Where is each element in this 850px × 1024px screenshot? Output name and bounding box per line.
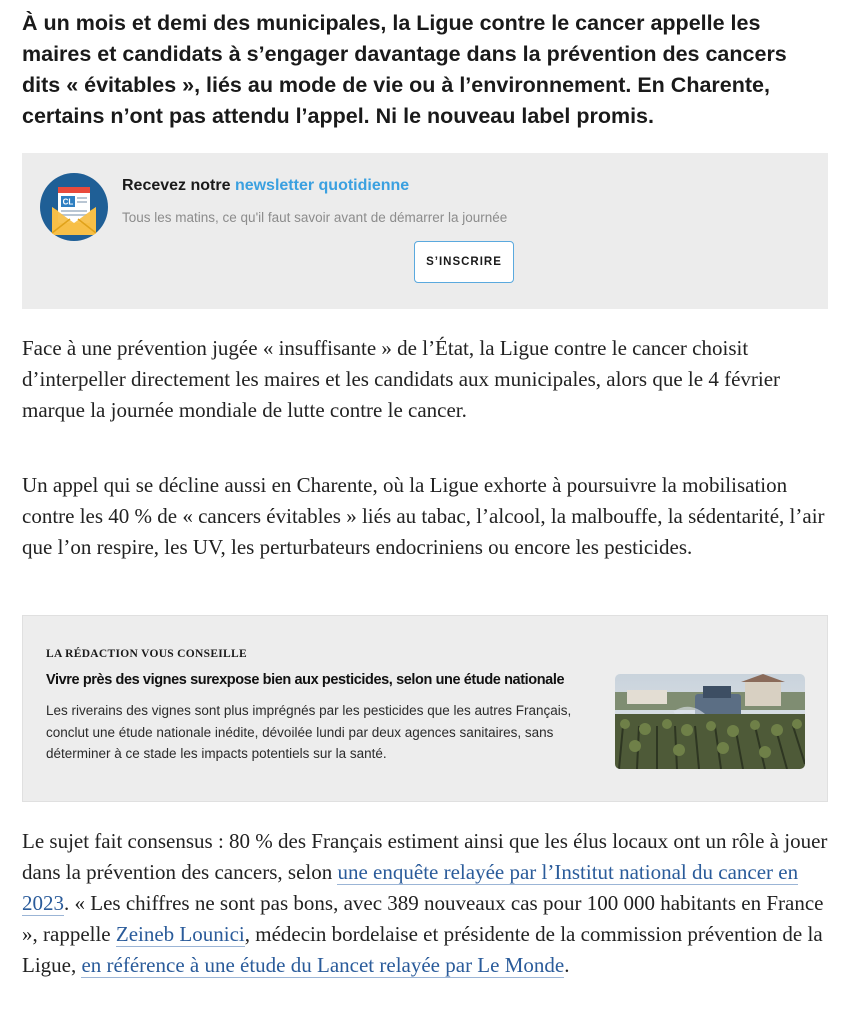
inca-survey-link[interactable]: une enquête relayée par l’Institut national du cancer en 2023	[22, 860, 799, 915]
article-paragraph-3	[22, 826, 828, 981]
paragraph-3-text-4: .	[564, 953, 570, 977]
newsletter-title	[122, 177, 409, 195]
recommendation-box	[22, 615, 828, 802]
recommendation-title-link[interactable]: Vivre près des vignes surexpose bien aux pesticides, selon une étude nationale	[46, 672, 565, 688]
newsletter-box	[22, 153, 828, 309]
newsletter-title-highlight: newsletter quotidienne	[234, 177, 410, 194]
article-paragraph-1: Face à une prévention jugée « insuffisante » de l’État, la Ligue contre le cancer choisit d’interpeller directement les maires et les candidats aux municipales, alors que le 4 février marque la journée mondiale de lutte contre le cancer.	[22, 336, 781, 422]
recommendation-description: Les riverains des vignes sont plus imprégnés par les pesticides que les autres Français, conclut une étude nationale inédite, dévoilée lundi par deux agences sanitaires, sans déterminer à ce stade les impacts potentiels sur la santé.	[46, 703, 572, 761]
article-paragraph-2: Un appel qui se décline aussi en Charente, où la Ligue exhorte à poursuivre la mobilisation contre les 40 % de « cancers évitables » liés au tabac, l’alcool, la malbouffe, la sédentarité, l’air que l’on respire, les UV, les perturbateurs endocriniens ou encore les pesticides.	[22, 473, 825, 559]
paragraph-3-text-2: . « Les chiffres ne sont pas bons, avec 389 nouveaux cas pour 100 000 habitants en France », rappelle	[22, 891, 824, 946]
subscribe-button[interactable]: S’INSCRIRE	[414, 241, 514, 283]
recommendation-thumbnail-image[interactable]	[615, 674, 805, 769]
newsletter-title-prefix: Recevez notre	[122, 177, 235, 194]
newsletter-logo-text: CL	[62, 197, 74, 207]
lancet-study-link[interactable]: en référence à une étude du Lancet relayée par Le Monde	[81, 953, 565, 977]
recommendation-kicker: LA RÉDACTION VOUS CONSEILLE	[46, 648, 247, 660]
newsletter-subtitle: Tous les matins, ce qu'il faut savoir avant de démarrer la journée	[122, 210, 508, 225]
paragraph-3-text-3: , médecin bordelaise et présidente de la commission prévention de la Ligue,	[22, 922, 823, 977]
paragraph-3-text-1: Le sujet fait consensus : 80 % des Français estiment ainsi que les élus locaux ont un rôle à jouer dans la prévention des cancers, selon	[22, 829, 828, 884]
newsletter-envelope-icon	[40, 173, 108, 241]
article-lead: À un mois et demi des municipales, la Ligue contre le cancer appelle les maires et candidats à s’engager davantage dans la prévention des cancers dits « évitables », liés au mode de vie ou à l’environnement. En Charente, certains n’ont pas attendu l’appel. Ni le nouveau label promis.	[22, 11, 787, 128]
zeineb-lounici-link[interactable]: Zeineb Lounici	[115, 922, 245, 946]
